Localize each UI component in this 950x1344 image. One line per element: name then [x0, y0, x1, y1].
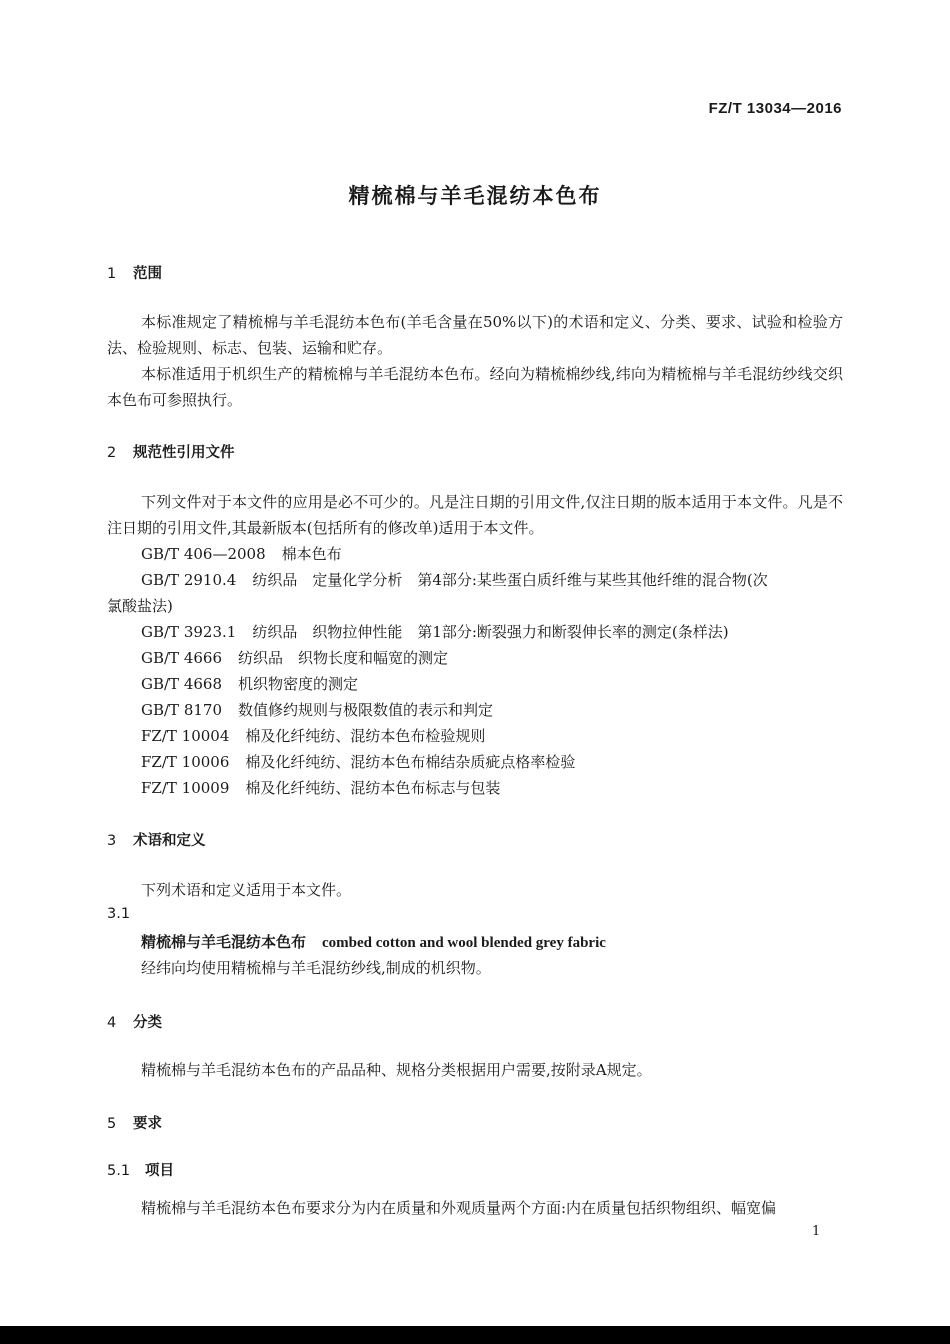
- reference-item: GB/T 2910.4 纺织品 定量化学分析 第4部分:某些蛋白质纤维与某些其他纤维的混合物(次: [141, 571, 768, 589]
- section-5-heading: 5 要求: [107, 1116, 162, 1132]
- section-3-heading: 3 术语和定义: [107, 833, 206, 849]
- term-english: combed cotton and wool blended grey fabric: [322, 935, 606, 951]
- section-1-paragraph-1: 本标准规定了精梳棉与羊毛混纺本色布(羊毛含量在50%以下)的术语和定义、分类、要求、试验和检验方法、检验规则、标志、包装、运输和贮存。: [107, 313, 843, 357]
- term-definition: 经纬向均使用精梳棉与羊毛混纺纱线,制成的机织物。: [141, 959, 491, 977]
- reference-item: FZ/T 10006 棉及化纤纯纺、混纺本色布棉结杂质疵点格率检验: [141, 753, 576, 771]
- bottom-edge-bar: [0, 1326, 950, 1344]
- standard-number: FZ/T 13034—2016: [708, 100, 842, 117]
- section-4-paragraph-1: 精梳棉与羊毛混纺本色布的产品品种、规格分类根据用户需要,按附录A规定。: [141, 1061, 652, 1079]
- term-chinese: 精梳棉与羊毛混纺本色布: [141, 933, 307, 951]
- subclause-3-1-number: 3.1: [107, 906, 131, 922]
- section-3-paragraph-1: 下列术语和定义适用于本文件。: [141, 881, 352, 899]
- reference-item: GB/T 3923.1 纺织品 织物拉伸性能 第1部分:断裂强力和断裂伸长率的测定(条样法): [141, 623, 729, 641]
- section-2-paragraph-1: 下列文件对于本文件的应用是必不可少的。凡是注日期的引用文件,仅注日期的版本适用于本文件。凡是不注日期的引用文件,其最新版本(包括所有的修改单)适用于本文件。: [107, 493, 843, 537]
- term-entry: [141, 929, 606, 956]
- document-title: 精梳棉与羊毛混纺本色布: [348, 184, 602, 208]
- reference-item: FZ/T 10009 棉及化纤纯纺、混纺本色布标志与包装: [141, 779, 501, 797]
- section-5-paragraph-1: 精梳棉与羊毛混纺本色布要求分为内在质量和外观质量两个方面:内在质量包括织物组织、幅宽偏: [141, 1199, 777, 1217]
- reference-item: FZ/T 10004 棉及化纤纯纺、混纺本色布检验规则: [141, 727, 486, 745]
- reference-item: GB/T 406—2008 棉本色布: [141, 545, 342, 563]
- section-1-paragraph-2: 本标准适用于机织生产的精梳棉与羊毛混纺本色布。经向为精梳棉纱线,纬向为精梳棉与羊毛混纺纱线交织本色布可参照执行。: [107, 365, 843, 409]
- subclause-5-1-heading: 5.1 项目: [107, 1163, 174, 1179]
- page-number: 1: [812, 1224, 821, 1239]
- section-2-heading: 2 规范性引用文件: [107, 445, 235, 461]
- reference-item-continuation: 氯酸盐法): [107, 597, 173, 615]
- section-1-heading: 1 范围: [107, 266, 162, 282]
- section-4-heading: 4 分类: [107, 1015, 162, 1031]
- reference-item: GB/T 8170 数值修约规则与极限数值的表示和判定: [141, 701, 494, 719]
- reference-item: GB/T 4666 纺织品 织物长度和幅宽的测定: [141, 649, 449, 667]
- reference-item: GB/T 4668 机织物密度的测定: [141, 675, 359, 693]
